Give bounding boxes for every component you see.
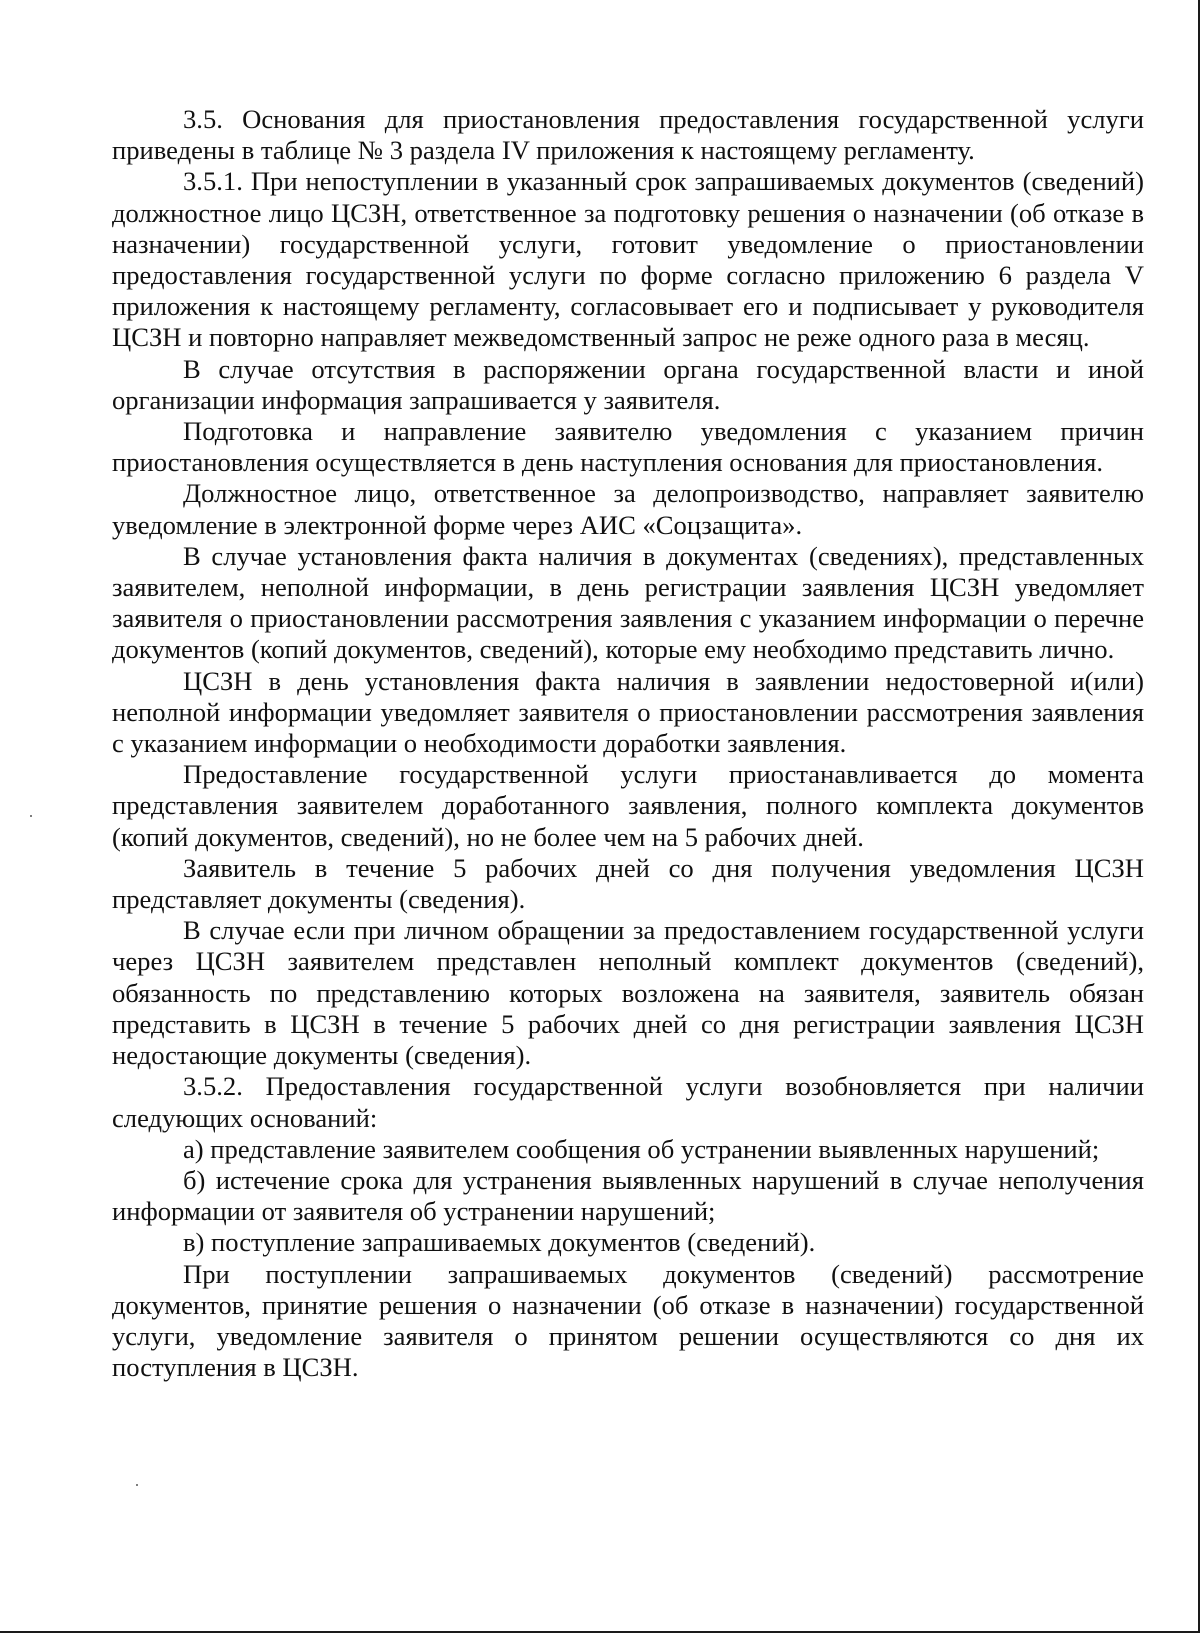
paragraph-notification-prep: Подготовка и направление заявителю уведомления с указанием причин приостановления осуществляется в день наступления основания для приостановления. — [112, 416, 1144, 478]
paragraph-electronic-notice: Должностное лицо, ответственное за делопроизводство, направляет заявителю уведомление в электронной форме через АИС «Соцзащита». — [112, 478, 1144, 540]
paragraph-info-request: В случае отсутствия в распоряжении органа государственной власти и иной организации информация запрашивается у заявителя. — [112, 353, 1144, 415]
paragraph-suspension-term: Предоставление государственной услуги приостанавливается до момента представления заявителем доработанного заявления, полного комплекта документов (копий документов, сведений), но не более чем на 5 рабочих дней. — [112, 759, 1144, 852]
scan-speck — [136, 1484, 138, 1486]
paragraph-unreliable-info: ЦСЗН в день установления факта наличия в заявлении недостоверной и(или) неполной информации уведомляет заявителя о приостановлении рассмотрения заявления с указанием информации о необходимости доработки заявления. — [112, 665, 1144, 759]
paragraph-personal-appeal: В случае если при личном обращении за предоставлением государственной услуги через ЦСЗН заявителем представлен неполный комплект документов (сведений), обязанность по представлению которых возложена на заявителя, заявитель обязан представить в ЦСЗН в течение 5 рабочих дней со дня регистрации заявления ЦСЗН недостающие документы (сведения). — [112, 915, 1144, 1071]
list-item-b: б) истечение срока для устранения выявленных нарушений в случае неполучения информации от заявителя об устранении нарушений; — [112, 1164, 1144, 1227]
paragraph-3-5-2: 3.5.2. Предоставления государственной услуги возобновляется при наличии следующих оснований: — [112, 1071, 1144, 1133]
list-item-c: в) поступление запрашиваемых документов (сведений). — [183, 1227, 816, 1258]
paragraph-incomplete-info: В случае установления факта наличия в документах (сведениях), представленных заявителем, неполной информации, в день регистрации заявления ЦСЗН уведомляет заявителя о приостановлении рассмотрения заявления с указанием информации о перечне документов (копий документов, сведений), которые ему необходимо представить лично. — [112, 540, 1144, 665]
document-body — [112, 104, 1144, 1383]
paragraph-applicant-deadline: Заявитель в течение 5 рабочих дней со дня получения уведомления ЦСЗН представляет документы (сведения). — [112, 852, 1144, 915]
paragraph-resumption: При поступлении запрашиваемых документов (сведений) рассмотрение документов, принятие решения о назначении (об отказе в назначении) государственной услуги, уведомление заявителя о принятом решении осуществляются со дня их поступления в ЦСЗН. — [112, 1258, 1144, 1383]
paragraph-3-5: 3.5. Основания для приостановления предоставления государственной услуги приведены в таблице № 3 раздела IV приложения к настоящему регламенту. — [112, 104, 1144, 166]
scan-speck — [30, 815, 32, 817]
paragraph-3-5-1: 3.5.1. При непоступлении в указанный срок запрашиваемых документов (сведений) должностное лицо ЦСЗН, ответственное за подготовку решения о назначении (об отказе в назначении) государственной услуги, готовит уведомление о приостановлении предоставления государственной услуги по форме согласно приложению 6 раздела V приложения к настоящему регламенту, согласовывает его и подписывает у руководителя ЦСЗН и повторно направляет межведомственный запрос не реже одного раза в месяц. — [112, 166, 1144, 353]
list-item-a: а) представление заявителем сообщения об устранении выявленных нарушений; — [183, 1133, 1100, 1164]
